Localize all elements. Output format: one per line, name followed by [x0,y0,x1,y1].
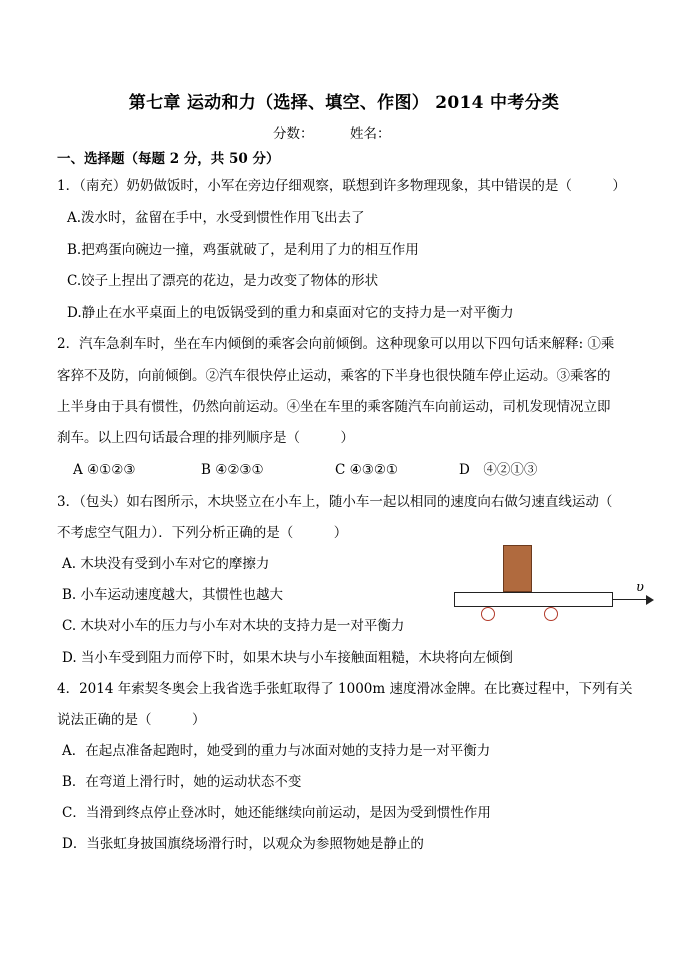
q3-line-1: 3．（包头）如右图所示，木块竖立在小车上，随小车一起以相同的速度向右做匀速直线运动（ [57,494,613,510]
q1-option-a: A.泼水时，盆留在手中，水受到惯性作用飞出去了 [67,210,365,226]
q4-line-1: 4．2014 年索契冬奥会上我省选手张虹取得了 1000m 速度滑冰金牌。在比赛过程中，下列有关 [57,681,633,697]
name-label: 姓名： [350,126,391,142]
q4-option-a: A．在起点准备起跑时，她受到的重力与冰面对她的支持力是一对平衡力 [62,743,491,759]
q4-option-d: D．当张虹身披国旗绕场滑行时，以观众为参照物她是静止的 [62,836,424,852]
q2-option-d: D ④②①③ [459,462,538,478]
q3-option-b: B. 小车运动速度越大，其惯性也越大 [62,587,284,603]
cart-body [454,592,613,607]
q4-option-b: B．在弯道上滑行时，她的运动状态不变 [62,774,302,790]
score-label: 分数： [273,126,314,142]
page-title: 第七章 运动和力（选择、填空、作图） 2014 中考分类 [128,93,560,113]
q1-option-d: D.静止在水平桌面上的电饭锅受到的重力和桌面对它的支持力是一对平衡力 [67,305,514,321]
q2-line-3: 上半身由于具有惯性，仍然向前运动。④坐在车里的乘客随汽车向前运动，司机发现情况立即 [57,399,611,415]
cart-wheel-left [481,607,495,621]
q2-line-4: 刹车。以上四句话最合理的排列顺序是（ ） [57,430,354,446]
cart-wheel-right [544,607,558,621]
velocity-label: υ [636,580,644,595]
q4-line-2: 说法正确的是（ ） [57,712,206,728]
q1-option-b: B.把鸡蛋向碗边一撞，鸡蛋就破了，是利用了力的相互作用 [67,242,419,258]
q3-line-2: 不考虑空气阻力）．下列分析正确的是（ ） [57,525,348,541]
q4-option-c: C．当滑到终点停止登冰时，她还能继续向前运动，是因为受到惯性作用 [62,805,491,821]
q3-option-a: A. 木块没有受到小车对它的摩擦力 [62,556,270,572]
q3-option-c: C. 木块对小车的压力与小车对木块的支持力是一对平衡力 [62,618,405,634]
q2-line-1: 2．汽车急刹车时，坐在车内倾倒的乘客会向前倾倒。这种现象可以用以下四句话来解释: ①乘 [57,336,615,352]
section-heading: 一、选择题（每题 2 分，共 50 分） [57,151,280,167]
q2-line-2: 客猝不及防，向前倾倒。②汽车很快停止运动，乘客的下半身也很快随车停止运动。③乘客的 [57,368,611,384]
velocity-arrow-line [613,599,649,600]
velocity-arrow-icon [646,595,654,605]
q2-option-b: B ④②③① [201,462,264,478]
q2-option-c: C ④③②① [335,462,399,478]
q1-option-c: C.饺子上捏出了漂亮的花边，是力改变了物体的形状 [67,273,379,289]
wooden-block [503,545,532,592]
q1-stem: 1．（南充）奶奶做饭时，小军在旁边仔细观察，联想到许多物理现象，其中错误的是（ ） [57,178,626,194]
q3-option-d: D. 当小车受到阻力而停下时，如果木块与小车接触面粗糙，木块将向左倾倒 [62,650,513,666]
q2-option-a: A ④①②③ [73,462,136,478]
